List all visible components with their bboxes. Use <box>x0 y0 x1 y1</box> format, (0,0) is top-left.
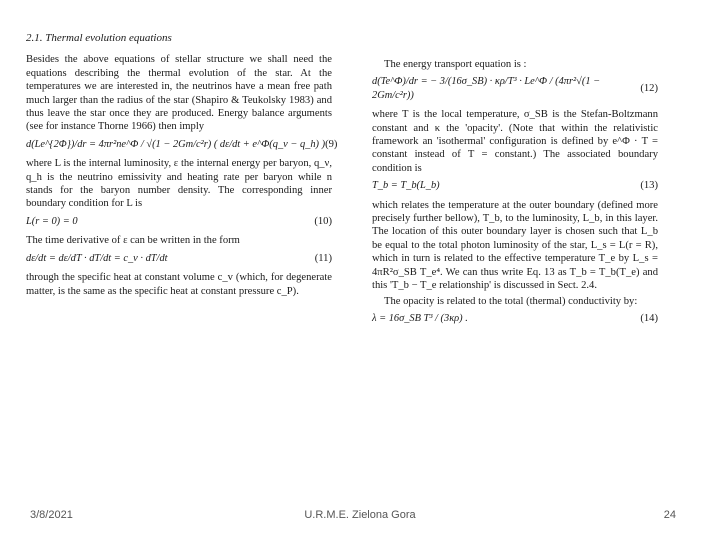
section-heading: 2.1. Thermal evolution equations <box>26 32 172 44</box>
paragraph: The energy transport equation is : <box>384 59 527 70</box>
paragraph: The opacity is related to the total (thermal) conductivity by: <box>384 295 638 307</box>
footer-page-number: 24 <box>663 509 676 521</box>
equation-expression: T_b = T_b(L_b) <box>372 180 440 192</box>
equation-10 <box>26 215 332 228</box>
paragraph: The time derivative of ε can be written in the form <box>26 235 240 247</box>
equation-14 <box>372 312 658 325</box>
footer-organization: U.R.M.E. Zielona Gora <box>304 509 416 521</box>
paragraph: where T is the local temperature, σ_SB is the Stefan-Boltzmann constant and κ the 'opacity'. (Note that within the relativistic framework an 'isothermal' configuration is defined by e^Φ · T = constant instead of T = constant.) The associated boundary condition is <box>372 109 658 174</box>
equation-9 <box>26 138 338 151</box>
equation-number: (11) <box>314 252 332 264</box>
equation-number: (14) <box>640 312 658 324</box>
paragraph: through the specific heat at constant volume c_v (which, for degenerate matter, is the same as the specific heat at constant pressure c_P). <box>26 272 332 297</box>
equation-number: (12) <box>640 83 658 95</box>
right-column <box>372 58 658 331</box>
paragraph: which relates the temperature at the outer boundary (defined more precisely further bellow), T_b, to the luminosity, L_b, in this layer. The location of this outer boundary layer is chosen such that L_b be equal to the total photon luminosity of the star, L_s = L(r = R), which in turn is related to the effective temperature T_e by L_s = 4πR²σ_SB T_e⁴. We can thus write Eq. 13 as T_b = T_b(T_e) and this 'T_b − T_e relationship' is discussed in Sect. 2.4. <box>372 199 658 292</box>
equation-number: (13) <box>640 180 658 192</box>
equation-11 <box>26 252 332 265</box>
equation-expression: L(r = 0) = 0 <box>26 215 78 227</box>
left-column <box>26 32 338 300</box>
equation-expression: λ = 16σ_SB T³ / (3κρ) . <box>372 312 468 324</box>
paragraph: where L is the internal luminosity, ε the internal energy per baryon, q_ν, q_h is the neutrino emissivity and heating rate per baryon while n stands for the baryon number density. The corresponding inner boundary condition for L is <box>26 158 332 210</box>
equation-13 <box>372 179 658 192</box>
equation-number: (9) <box>325 138 338 150</box>
equation-expression: dε/dt = dε/dT · dT/dt = c_v · dT/dt <box>26 252 168 264</box>
equation-expression: d(Te^Φ)/dr = − 3/(16σ_SB) · κρ/T³ · Le^Φ / (4πr²√(1 − 2Gm/c²r)) <box>372 76 601 101</box>
footer-date: 3/8/2021 <box>30 509 73 521</box>
equation-12 <box>372 75 658 102</box>
equation-number: (10) <box>314 215 332 227</box>
equation-expression: d(Le^{2Φ})/dr = 4πr²ne^Φ / √(1 − 2Gm/c²r) ( dε/dt + e^Φ(q_ν − q_h) ) <box>26 138 326 150</box>
paragraph: Besides the above equations of stellar structure we shall need the equations describing the thermal evolution of the star. At the temperatures we are interested in, the neutrinos have a mean free path much larger than the radius of the star (Shapiro & Teukolsky 1983) and thus leave the star once they are produced. Energy balance arguments (see for instance Thorne 1966) then imply <box>26 54 332 133</box>
